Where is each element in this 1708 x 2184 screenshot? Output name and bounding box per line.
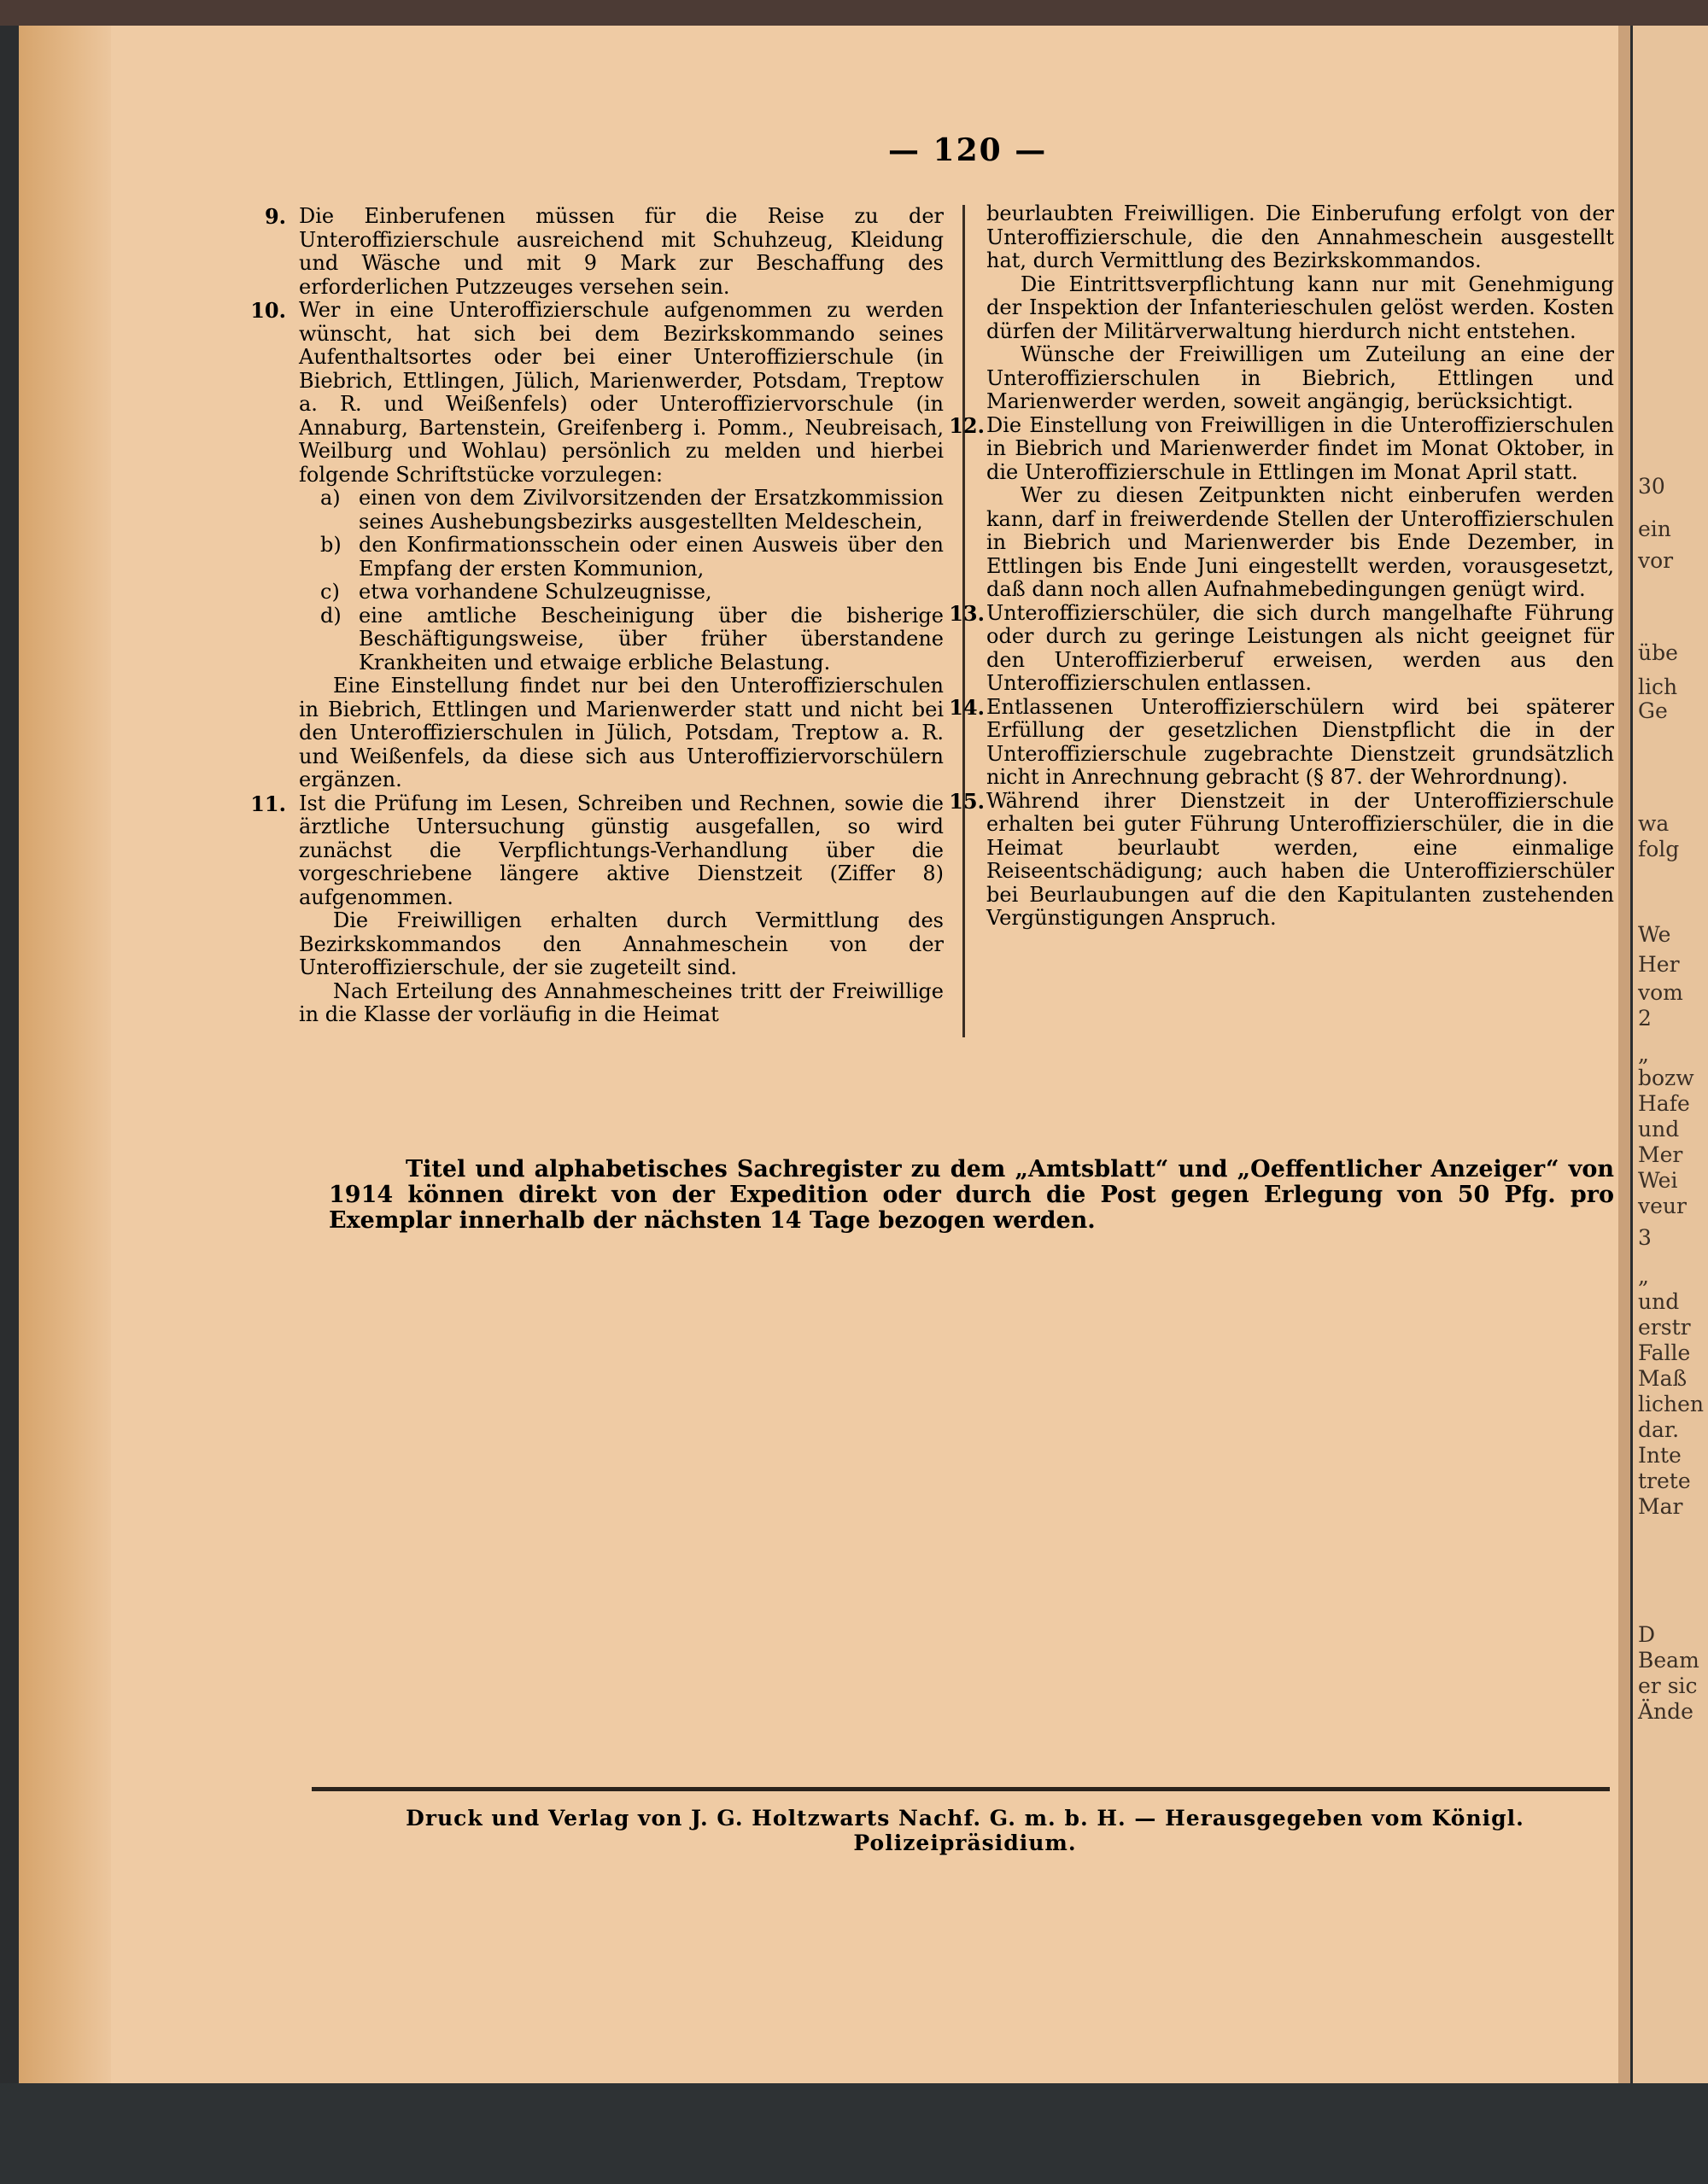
adjacent-page-fragment: Her [1638, 952, 1680, 977]
item-11-continuation-3: Wünsche der Freiwilligen um Zuteilung an eine der Unteroffizierschulen in Biebrich, Ettlingen und Marienwerder werden, soweit angängig, berücksichtigt. [986, 342, 1614, 413]
page-gutter [1618, 26, 1630, 2083]
item-15 [949, 788, 1614, 931]
adjacent-page-fragment: veur [1638, 1194, 1687, 1218]
adjacent-page-fragment: vom [1638, 980, 1683, 1005]
adjacent-page-fragment: folg [1638, 837, 1680, 861]
adjacent-page-fragment: 3 [1638, 1225, 1652, 1250]
adjacent-page-fragment: Wei [1638, 1168, 1678, 1193]
sub-item-a [299, 487, 944, 534]
sub-letter: c) [320, 580, 340, 604]
adjacent-page-edge [1633, 26, 1708, 2083]
item-12 [949, 412, 1614, 485]
item-11-paragraph-2: Die Freiwilligen erhalten durch Vermittlung des Bezirkskommandos den Annahmeschein von der Unteroffizierschule, der sie zugeteilt sind. [299, 908, 944, 979]
adjacent-page-fragment: „ [1638, 1042, 1649, 1066]
sub-text: den Konfirmationsschein oder einen Ausweis über den Empfang der ersten Kommunion, [359, 533, 944, 581]
adjacent-page-fragment: er sic [1638, 1673, 1698, 1698]
adjacent-page-fragment: bozw [1638, 1066, 1694, 1090]
adjacent-page-fragment: We [1638, 922, 1671, 947]
item-9 [264, 204, 944, 299]
sub-item-b [299, 534, 944, 581]
adjacent-page-fragment: lichen [1638, 1392, 1704, 1416]
adjacent-page-fragment: dar. [1638, 1417, 1680, 1442]
sub-text: etwa vorhandene Schulzeugnisse, [359, 580, 712, 604]
item-text: Die Einberufenen müssen für die Reise zu der Unteroffizierschule ausreichend mit Schuhzeug, Kleidung und Wäsche und mit 9 Mark zur Beschaffung des erforderlichen Putzzeuges versehen sein. [299, 204, 944, 299]
item-13 [949, 600, 1614, 696]
page-number: — 120 — [888, 132, 1048, 168]
adjacent-page-fragment: Ge [1638, 698, 1668, 723]
item-number: 9. [264, 204, 286, 229]
adjacent-page-fragment: Mar [1638, 1494, 1683, 1519]
item-10-paragraph: Eine Einstellung findet nur bei den Unteroffizierschulen in Biebrich, Ettlingen und Marienwerder statt und nicht bei den Unteroffizierschulen in Jülich, Potsdam, Treptow a. R. und Weißenfels, da diese sich aus Unteroffiziervorschülern ergänzen. [299, 674, 944, 791]
right-column [949, 201, 1614, 931]
item-14 [949, 694, 1614, 790]
item-number: 13. [949, 600, 985, 626]
adjacent-page-fragment: vor [1638, 548, 1674, 573]
sub-item-c [299, 581, 944, 604]
item-12-paragraph: Wer zu diesen Zeitpunkten nicht einberufen werden kann, darf in freiwerdende Stellen der Unteroffizierschulen in Biebrich und Marienwerder bis Ende Dezember, in Ettlingen bis Ende Juni eingestellt werden, vorausgesetzt, daß dann noch allen Aufnahmebedingungen genügt wird. [986, 483, 1614, 601]
item-number: 10. [250, 298, 286, 323]
item-text: Wer in eine Unteroffizierschule aufgenommen zu werden wünscht, hat sich bei dem Bezirkskommando seines Aufenthaltsortes oder bei einer Unteroffizierschule (in Biebrich, Ettlingen, Jülich, Marienwerder, Potsdam, Treptow a. R. und Weißenfels) oder Unteroffiziervorschule (in Annaburg, Bartenstein, Greifenberg i. Pomm., Neubreisach, Weilburg und Wohlau) persönlich zu melden und hierbei folgende Schriftstücke vorzulegen: [299, 298, 944, 487]
adjacent-page-fragment: Falle [1638, 1340, 1691, 1365]
item-number: 12. [949, 412, 985, 438]
adjacent-page-fragment: Beam [1638, 1648, 1699, 1673]
item-number: 14. [949, 694, 985, 720]
item-text: Entlassenen Unteroffizierschülern wird bei späterer Erfüllung der gesetzlichen Dienstpflicht die in der Unteroffizierschule zugebrachte Dienstzeit grundsätzlich nicht in Anrechnung gebracht (§ 87. der Wehrordnung). [986, 694, 1614, 789]
book-binding-top [0, 0, 1708, 26]
adjacent-page-fragment: trete [1638, 1469, 1691, 1493]
sub-letter: a) [320, 486, 341, 510]
item-text: Während ihrer Dienstzeit in der Unteroffizierschule erhalten bei guter Führung Unteroffizierschüler, die in die Heimat beurlaubt werden, eine einmalige Reiseentschädigung; auch haben die Unteroffizierschüler bei Beurlaubungen auf die den Kapitulanten zustehenden Vergünstigungen Anspruch. [986, 788, 1614, 930]
item-number: 15. [949, 788, 985, 814]
page-stack-edge [19, 26, 113, 2083]
item-11-continuation-2: Die Eintrittsverpflichtung kann nur mit Genehmigung der Inspektion der Infanterieschulen gelöst werden. Kosten dürfen der Militärverwaltung hierdurch nicht entstehen. [986, 272, 1614, 343]
item-text: Unteroffizierschüler, die sich durch mangelhafte Führung oder durch zu geringe Leistungen als nicht geeignet für den Unteroffizierberuf erweisen, werden aus den Unteroffizierschulen entlassen. [986, 600, 1614, 695]
adjacent-page-fragment: ein [1638, 517, 1671, 541]
adjacent-page-fragment: 2 [1638, 1006, 1652, 1031]
item-11 [250, 791, 944, 910]
book-cover-bottom [0, 2083, 1708, 2184]
register-notice: Titel und alphabetisches Sachregister zu dem „Amtsblatt“ und „Oeffentlicher Anzeiger“ von 1914 können direkt von der Expedition oder durch die Post gegen Erlegung von 50 Pfg. pro Exemplar innerhalb der nächsten 14 Tage bezogen werden. [329, 1156, 1614, 1234]
adjacent-page-fragment: 30 [1638, 474, 1665, 499]
sub-text: eine amtliche Bescheinigung über die bisherige Beschäftigungsweise, über früher überstandene Krankheiten und etwaige erbliche Belastung. [359, 603, 944, 674]
adjacent-page-fragment: Hafe [1638, 1091, 1690, 1116]
item-number: 11. [250, 791, 286, 816]
item-text: Die Einstellung von Freiwilligen in die Unteroffizierschulen in Biebrich und Marienwerder findet im Monat Oktober, in die Unteroffizierschule in Ettlingen im Monat April statt. [986, 412, 1614, 484]
adjacent-page-fragment: übe [1638, 640, 1678, 665]
adjacent-page-fragment: wa [1638, 811, 1670, 836]
imprint-footer: Druck und Verlag von J. G. Holtzwarts Nachf. G. m. b. H. — Herausgegeben vom Königl. Polizeipräsidium. [406, 1806, 1524, 1855]
adjacent-page-fragment: lich [1638, 674, 1678, 699]
adjacent-page-fragment: und [1638, 1289, 1680, 1314]
item-11-paragraph-3: Nach Erteilung des Annahmescheines tritt der Freiwillige in die Klasse der vorläufig in die Heimat [299, 978, 944, 1026]
sub-item-d [299, 604, 944, 675]
adjacent-page-fragment: D [1638, 1622, 1656, 1647]
adjacent-page-fragment: „ [1638, 1264, 1649, 1288]
adjacent-page-fragment: Mer [1638, 1142, 1683, 1167]
adjacent-page-fragment: Inte [1638, 1443, 1682, 1468]
item-11-continuation: beurlaubten Freiwilligen. Die Einberufung erfolgt von der Unteroffizierschule, die den Annahmeschein ausgestellt hat, durch Vermittlung des Bezirkskommandos. [986, 201, 1614, 272]
sub-letter: d) [320, 603, 342, 628]
footer-rule [312, 1787, 1610, 1791]
left-column [250, 204, 944, 1027]
adjacent-page-fragment: Maß [1638, 1366, 1688, 1391]
adjacent-page-fragment: und [1638, 1117, 1680, 1142]
item-10 [250, 298, 944, 487]
adjacent-page-fragment: erstr [1638, 1315, 1691, 1340]
item-text: Ist die Prüfung im Lesen, Schreiben und Rechnen, sowie die ärztliche Untersuchung günstig ausgefallen, so wird zunächst die Verpflichtungs-Verhandlung über die vorgeschriebene längere aktive Dienstzeit (Ziffer 8) aufgenommen. [299, 791, 944, 909]
sub-letter: b) [320, 533, 342, 557]
adjacent-page-fragment: Ände [1638, 1699, 1693, 1724]
sub-text: einen von dem Zivilvorsitzenden der Ersatzkommission seines Aushebungsbezirks ausgestellten Meldeschein, [359, 486, 944, 534]
